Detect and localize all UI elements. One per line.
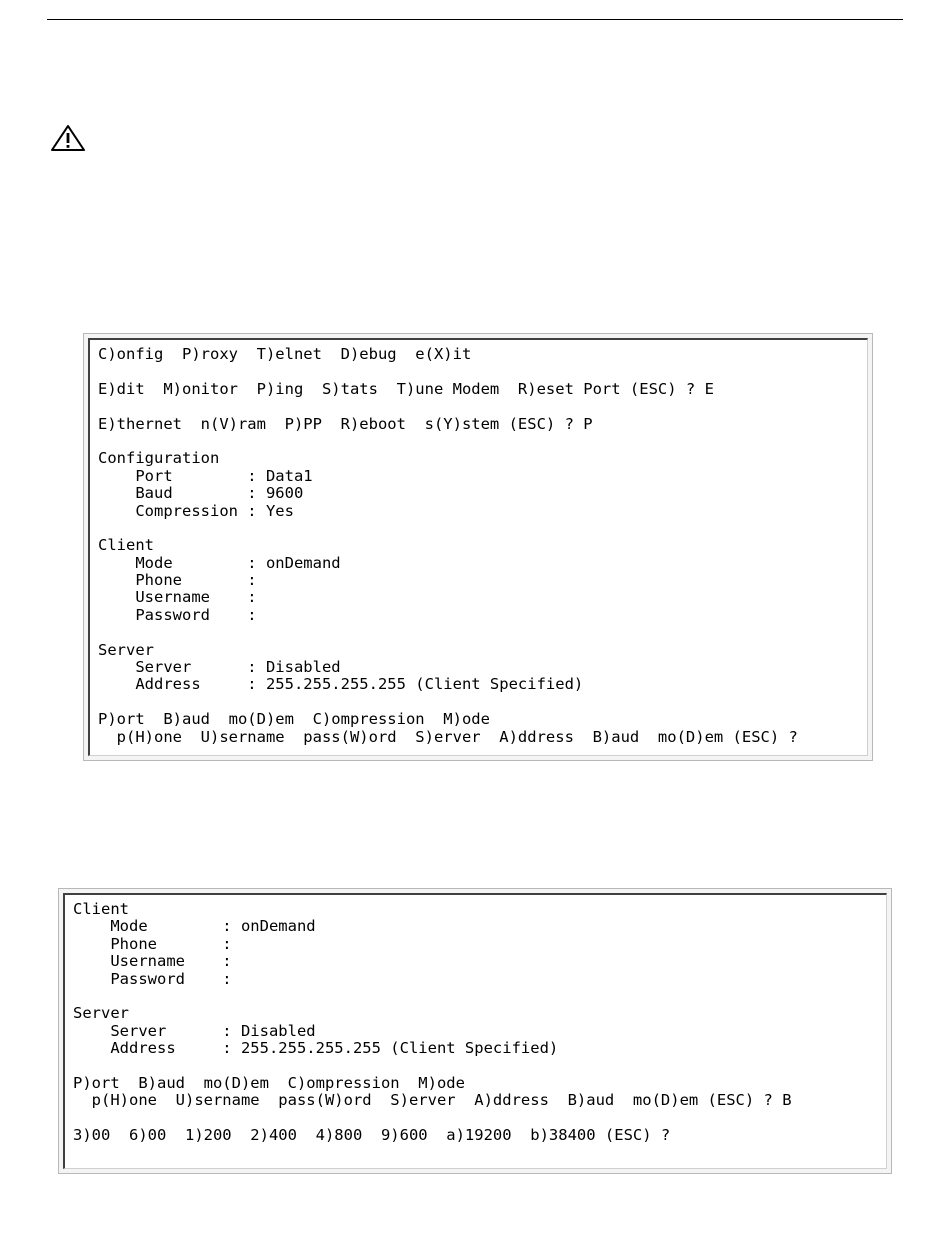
terminal-screenshot-baud-menu (58, 888, 892, 1174)
terminal-line (98, 694, 798, 711)
header-rule (47, 19, 903, 20)
terminal-line: Baud : 9600 (98, 484, 304, 503)
terminal-line: Mode : onDemand (73, 917, 316, 936)
terminal-line (98, 363, 798, 380)
terminal-screen (88, 338, 868, 756)
terminal-line: E)thernet n(V)ram P)PP R)eboot s(Y)stem (ESC) ? P (98, 414, 593, 433)
terminal-line (98, 398, 798, 415)
terminal-line: Address : 255.255.255.255 (Client Specified) (73, 1039, 559, 1058)
terminal-line: Server (98, 640, 154, 659)
terminal-line: Password : (73, 969, 232, 988)
terminal-line (73, 1058, 792, 1075)
terminal-line: C)onfig P)roxy T)elnet D)ebug e(X)it (98, 345, 472, 363)
terminal-line: Mode : onDemand (98, 553, 341, 572)
terminal-line (73, 1110, 792, 1127)
terminal-line: Configuration (98, 449, 220, 468)
terminal-line: Server : Disabled (73, 1021, 316, 1040)
terminal-screenshot-config-menu (83, 333, 873, 761)
terminal-line (98, 624, 798, 641)
terminal-line: 3)00 6)00 1)200 2)400 4)800 9)600 a)19200 b)38400 (ESC) ? (73, 1126, 671, 1145)
terminal-line: Address : 255.255.255.255 (Client Specified) (98, 675, 584, 694)
terminal-line: Compression : Yes (98, 501, 294, 520)
terminal-line: Server (73, 1004, 129, 1023)
terminal-line: P)ort B)aud mo(D)em C)ompression M)ode (73, 1073, 465, 1092)
terminal-line (98, 520, 798, 537)
terminal-line: Phone : (98, 571, 257, 590)
terminal-line: Phone : (73, 934, 232, 953)
terminal-line: Username : (73, 952, 232, 971)
terminal-line: p(H)one U)sername pass(W)ord S)erver A)ddress B)aud mo(D)em (ESC) ? (98, 727, 798, 746)
terminal-line: E)dit M)onitor P)ing S)tats T)une Modem R)eset Port (ESC) ? E (98, 379, 714, 398)
terminal-screen (63, 893, 887, 1169)
terminal-line (73, 988, 792, 1005)
terminal-lines (98, 346, 798, 746)
terminal-lines (73, 901, 792, 1144)
terminal-line: Password : (98, 605, 257, 624)
terminal-line: Server : Disabled (98, 658, 341, 677)
terminal-line: Client (73, 900, 129, 918)
terminal-line: Username : (98, 588, 257, 607)
terminal-line: Client (98, 536, 154, 555)
terminal-line: p(H)one U)sername pass(W)ord S)erver A)ddress B)aud mo(D)em (ESC) ? B (73, 1091, 792, 1110)
terminal-line (98, 433, 798, 450)
terminal-line: P)ort B)aud mo(D)em C)ompression M)ode (98, 710, 490, 729)
warning-triangle-icon (50, 124, 86, 152)
terminal-line: Port : Data1 (98, 466, 313, 485)
